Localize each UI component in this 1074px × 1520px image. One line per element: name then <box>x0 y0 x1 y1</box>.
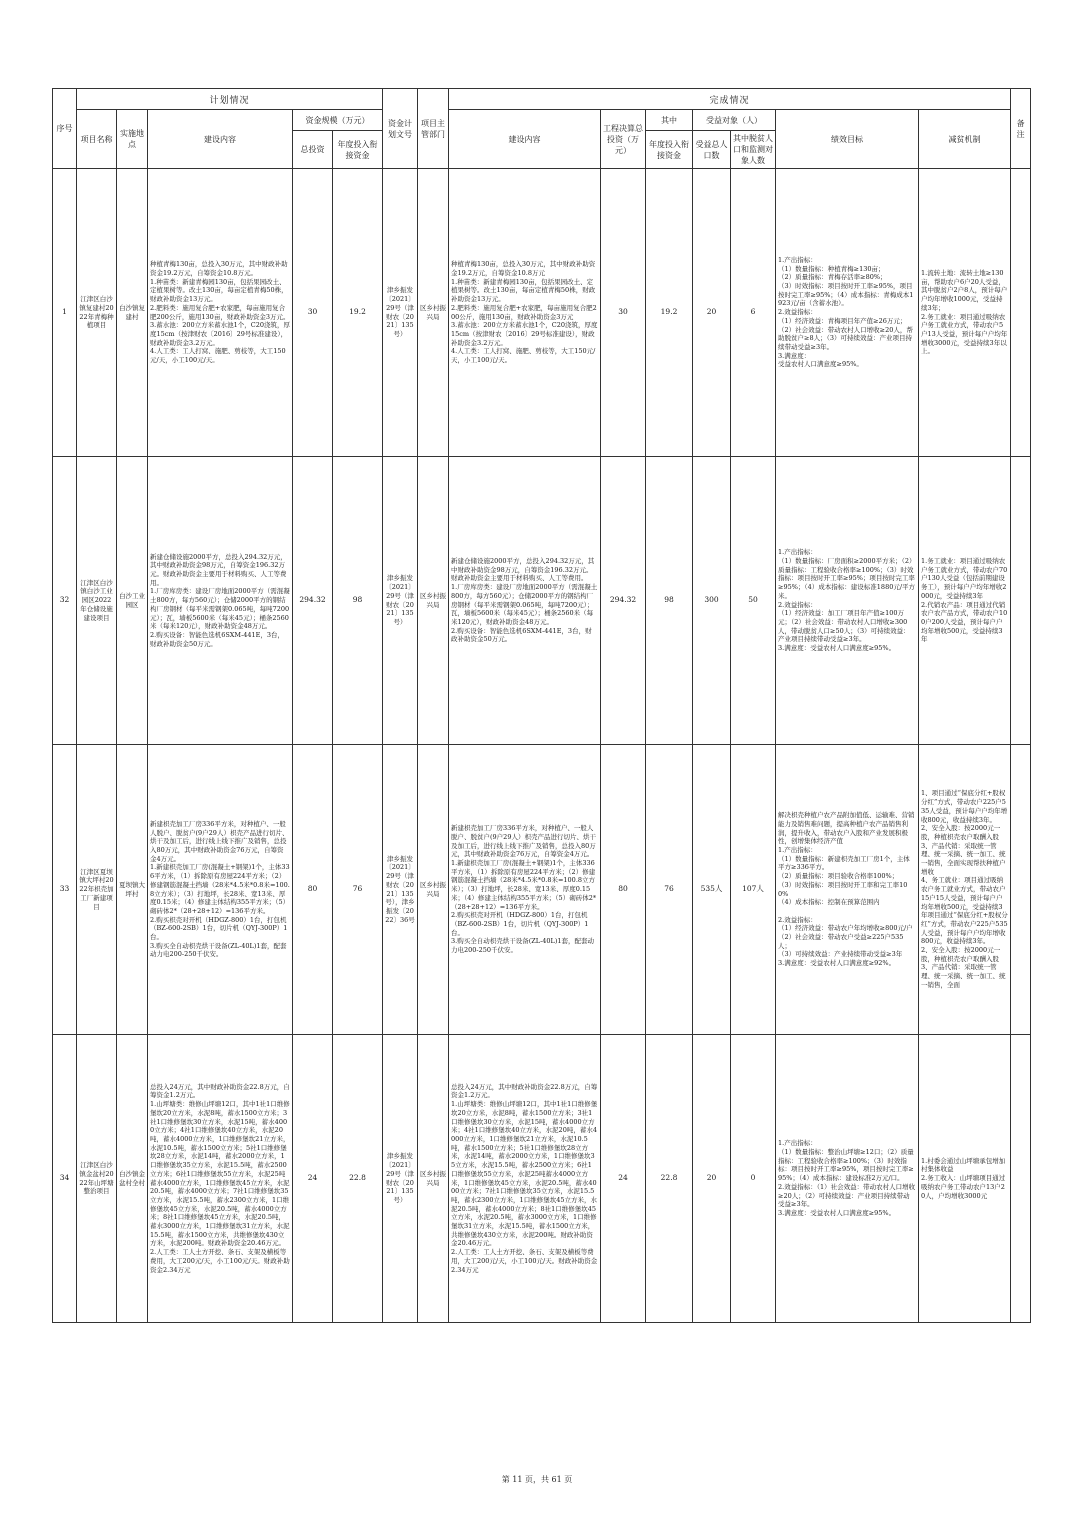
page-footer: 第 11 页，共 61 页 <box>501 1475 573 1484</box>
plan-content-cell: 种植青梅130亩，总投入30万元，其中财政补助资金19.2万元，自筹资金10.8万元。 1.种苗类：新建青梅园130亩，包括果园改土、定植果树等。改土130亩，每亩定植青梅50株，财政补助资金13万元。 2.肥料类：施用复合肥+农家肥，每亩施用复合肥200公斤，施用130亩，财政补助资金3万元。 3.蓄水池：200立方米蓄水池1个，C20浇筑，厚度15cm（按津财农〔2016〕29号标准建设），财政补助资金3.2万元。 4.人工类：工人打窝、施肥、剪枝等，大工150元/天，小工100元/天。 <box>148 169 293 457</box>
header-mechanism: 减贫机制 <box>919 110 1011 169</box>
final-cost-cell: 30 <box>601 169 646 457</box>
location-cell: 白沙镇复建村 <box>117 169 148 457</box>
beneficiary-poor-cell: 6 <box>731 169 776 457</box>
header-plan-group: 计划情况 <box>77 89 383 110</box>
table-row <box>53 169 1031 457</box>
annual-funds-cell: 22.8 <box>333 1035 383 1323</box>
plan-doc-cell: 津乡振发〔2021〕29号（津财农〔2021〕135号） <box>383 169 418 457</box>
beneficiary-poor-cell: 107人 <box>731 745 776 1035</box>
project-name-cell: 江津区夏坝镇大坪村2022年枳壳加工厂新建项目 <box>77 745 117 1035</box>
plan-content-cell: 总投入24万元，其中财政补助资金22.8万元，自筹资金1.2万元。 1.山坪塘类：维修山坪塘12口，其中1社1口维修堡坎20立方米，水泥8吨，蓄水1500立方米；3社1口维修堡坎30立方米，水泥15吨，蓄水4000立方米；4社1口维修堡坎40立方米，水泥20吨，蓄水4000立方米，1口维修堡坎21立方米，水泥10.5吨，蓄水1500立方米；5社1口维修堡坎28立方米，水泥14吨，蓄水2000立方米，1口维修堡坎35立方米，水泥15.5吨，蓄水2500立方米；6社1口维修堡坎55立方米，水泥25吨蓄水4000立方米，1口维修堡坎45立方米，水泥20.5吨，蓄水4000立方米；7社1口维修堡坎35立方米，水泥15.5吨，蓄水2300立方米，1口维修堡坎45立方米，水泥20.5吨，蓄水4000立方米；8社1口维修堡坎45立方米，水泥20.5吨，蓄水3000立方米，1口维修堡坎31立方米，水泥15.5吨，蓄水1500立方米，共维修堡坎430立方米，水泥200吨。财政补助资金20.46万元。 2.人工类：工人土方开挖、条石、支架及横板等费用，大工200元/天，小工100元/天。财政补助资金2.34万元 <box>148 1035 293 1323</box>
header-total: 总投资 <box>293 131 333 169</box>
table-body <box>53 169 1031 1323</box>
seq-cell: 33 <box>53 745 77 1035</box>
total-investment-cell: 24 <box>293 1035 333 1323</box>
goals-cell: 1.产出指标： （1）数量指标：整治山坪塘≥12口；（2）质量指标：工程验收合格率≥100%；（3）时效指标：项目按时开工率≥95%，项目按时完工率≥95%；（4）成本指标：建设标准2万元/口。 2.效益指标：（1）社会效益：带动农村人口增收≥20人；（2）可持续效益：产业项目持续带动受益≥3年。 3.满意度：受益农村人口满意度≥95%。 <box>776 1035 919 1323</box>
project-name-cell: 江津区白沙镇复建村2022年青梅种植项目 <box>77 169 117 457</box>
dept-cell: 区乡村振兴局 <box>418 169 449 457</box>
plan-content-cell: 新建仓储设施2000平方，总投入294.32万元，其中财政补助资金98万元，自筹资金196.32万元。财政补助资金主要用于材料购买、人工等费用。 1.厂房库房类：建设厂房地面2000平方（需混凝土800方，每方560元）；仓储2000平方的钢结构厂房钢材（每平米需钢架0.065吨，每吨7200元）；瓦，墙板5600米（每米45元）；桶条2560米（每米120元），财政补助资金48万元。 2.购买设备：智能色选机6SXM-441E，3台，财政补助资金50万元。 <box>148 457 293 745</box>
project-name-cell: 江津区白沙镇白沙工业园区2022年仓储设施建设项目 <box>77 457 117 745</box>
table-row <box>53 1035 1031 1323</box>
header-remark: 备注 <box>1011 89 1031 169</box>
header-annual: 年度投入衔接资金 <box>333 131 383 169</box>
header-benef-total: 受益总人口数 <box>693 131 731 169</box>
header-plan-content: 建设内容 <box>148 110 293 169</box>
project-table <box>52 88 1031 1323</box>
done-content-cell: 总投入24万元，其中财政补助资金22.8万元，自筹资金1.2万元。 1.山坪塘类：维修山坪塘12口，其中1社1口维修堡坎20立方米，水泥8吨，蓄水1500立方米；3社1口维修堡坎30立方米，水泥15吨，蓄水4000立方米；4社1口维修堡坎40立方米，水泥20吨，蓄水4000立方米，1口维修堡坎21立方米，水泥10.5吨，蓄水1500立方米；5社1口维修堡坎28立方米，水泥14吨，蓄水2000立方米，1口维修堡坎35立方米，水泥15.5吨，蓄水2500立方米；6社1口维修堡坎55立方米，水泥25吨蓄水4000立方米，1口维修堡坎45立方米，水泥20.5吨，蓄水4000立方米；7社1口维修堡坎35立方米，水泥15.5吨，蓄水2300立方米，1口维修堡坎45立方米，水泥20.5吨，蓄水4000立方米；8社1口维修堡坎45立方米，水泥20.5吨，蓄水3000立方米，1口维修堡坎31立方米，水泥15.5吨，蓄水1500立方米，共维修堡坎430立方米，水泥200吨。财政补助资金20.46万元。 2.人工类：工人土方开挖、条石、支架及横板等费用，大工200元/天，小工100元/天。财政补助资金2.34万元 <box>449 1035 601 1323</box>
plan-doc-cell: 津乡振发〔2021〕29号（津财农〔2021〕135号），津乡振发〔2022〕36号 <box>383 745 418 1035</box>
beneficiary-total-cell: 20 <box>693 1035 731 1323</box>
mechanism-cell: 1.村委会通过山坪塘承包增加村集体收益 2.务工收入：山坪塘项目通过吸纳农户务工带动农户13户20人，户均增收3000元 <box>919 1035 1011 1323</box>
beneficiary-total-cell: 535人 <box>693 745 731 1035</box>
beneficiary-poor-cell: 50 <box>731 457 776 745</box>
header-name: 项目名称 <box>77 110 117 169</box>
plan-doc-cell: 津乡振发〔2021〕29号（津财农〔2021〕135号） <box>383 1035 418 1323</box>
final-cost-cell: 80 <box>601 745 646 1035</box>
remark-cell <box>1011 1035 1031 1323</box>
project-name-cell: 江津区白沙镇金盆村2022年山坪塘整治项目 <box>77 1035 117 1323</box>
done-content-cell: 种植青梅130亩，总投入30万元，其中财政补助资金19.2万元，自筹资金10.8万元 1.种苗类：新建青梅园130亩，包括果园改土、定植果树等。改土130亩，每亩定植青梅50株，财政补助资金13万元。 2.肥料类：施用复合肥+农家肥，每亩施用复合肥200公斤，施用130亩，财政补助资金3万元 3.蓄水池：200立方米蓄水池1个，C20浇筑，厚度15cm（按津财农〔2016〕29号标准建设），财政补助资金3.2万元。 4.人工类：工人打窝、施肥、剪枝等，大工150元/天，小工100元/天。 <box>449 169 601 457</box>
header-plan-doc: 资金计划文号 <box>383 89 418 169</box>
done-content-cell: 新建仓储设施2000平方，总投入294.32万元，其中财政补助资金98万元，自筹资金196.32万元。财政补助资金主要用于材料购买、人工等费用。 1.厂房库房类：建设厂房地面2000平方（需混凝土800方，每方560元）；仓储2000平方的钢结构厂房钢材（每平米需钢架0.065吨，每吨7200元）；瓦，墙板5600米（每米45元）；桶条2560米（每米120元），财政补助资金48万元。 2.购买设备：智能色选机6SXM-441E，3台，财政补助资金50万元。 <box>449 457 601 745</box>
beneficiary-total-cell: 20 <box>693 169 731 457</box>
annual-done-cell: 19.2 <box>646 169 693 457</box>
annual-done-cell: 22.8 <box>646 1035 693 1323</box>
annual-funds-cell: 76 <box>333 745 383 1035</box>
goals-cell: 1.产出指标： （1）数量指标：厂房面积≥2000平方米；（2）质量指标：工程验收合格率≥100%；（3）时效指标：项目按时开工率≥95%；项目按时完工率≥95%；（4）成本指标：建设标准1880元/平方米。 2.效益指标： （1）经济效益：加工厂项目年产值≥100万元；（2）社会效益：带动农村人口增收≥300人，带动脱贫人口≥50人；（3）可持续效益：产业项目持续带动受益≥3年。 3.满意度：受益农村人口满意度≥95%。 <box>776 457 919 745</box>
total-investment-cell: 80 <box>293 745 333 1035</box>
header-of-which: 其中 <box>646 110 693 131</box>
plan-content-cell: 新建枳壳加工厂房336平方米，对种植户、一般人脱户、脱贫户(9户29人）枳壳产品进行切片、烘干及加工后，进行线上线下推广及销售，总投入80万元，其中财政补助资金76万元，自筹资金4万元。 1.新建枳壳加工厂房(混凝土+钢架)1个，主体336平方米，（1）拆除原有房屋224平方米；（2）修建钢筋混凝土挡墙（28米*4.5米*0.8米=100.8立方米）；（3）打地坪，长28米、宽13米、厚度0.15米；（4）修建主体结构355平方米；（5）砌砖体2*（28+28+12）=136平方米。 2.购买枳壳对开机（HDGZ-800）1台，打包机（BZ-600-2SB）1台，切片机（QYJ-300P）1台。 3.购买全自动枳壳烘干设备(ZL-40L)1套，配套动力电200-250千伏安。 <box>148 745 293 1035</box>
remark-cell <box>1011 169 1031 457</box>
header-annual-done: 年度投入衔接资金 <box>646 131 693 169</box>
mechanism-cell: 1.流转土地：流转土地≥130亩，帮助农户6户20人受益，其中脱贫户2户8人，预计每户户均年增收1000元，受益持续3年； 2.务工就业：项目通过吸纳农户务工就业方式，带动农户5户13人受益，预计每户户均年增收3000元，受益持续3年以上。 <box>919 169 1011 457</box>
beneficiary-poor-cell: 0 <box>731 1035 776 1323</box>
annual-done-cell: 76 <box>646 745 693 1035</box>
header-final-cost: 工程决算总投资（万元） <box>601 110 646 169</box>
annual-funds-cell: 98 <box>333 457 383 745</box>
dept-cell: 区乡村振兴局 <box>418 1035 449 1323</box>
mechanism-cell: 1、项目通过“保底分红+股权分红”方式，带动农户225户535人受益，预计每户户均年增收800元，收益持续3年。 2、安全入股：按2000元一股，种植枳壳农户取酬入股 3、产品代销：采取统一管理、统一采摘、统一加工、统一销售，全面实现帮扶种植户增收 4、务工就业：项目通过吸纳农户务工就业方式，带动农户15户15人受益，预计每户户均年增收500元，受益持续3年项目通过“保底分红+股权分红”方式，带动农户225户535人受益，预计每户户均年增收800元，收益持续3年。 2、安全入股：按2000元一股，种植枳壳农户取酬入股 3、产品代销：采取统一管理、统一采摘、统一加工、统一销售，全面 <box>919 745 1011 1035</box>
location-cell: 夏坝镇大坪村 <box>117 745 148 1035</box>
dept-cell: 区乡村振兴局 <box>418 745 449 1035</box>
header-beneficiary-group: 受益对象（人） <box>693 110 776 131</box>
mechanism-cell: 1.务工就业：项目通过吸纳农户务工就业方式，带动农户70户130人受益（包括前期建设务工），预计每户户均年增收2000元，受益持续3年 2.代销农产品：项目通过代销农户农产品方式，带动农户100户200人受益，预计每户户均年增收500元，受益持续3年 <box>919 457 1011 745</box>
plan-doc-cell: 津乡振发〔2021〕29号（津财农〔2021〕135号） <box>383 457 418 745</box>
header-goals: 绩效目标 <box>776 110 919 169</box>
remark-cell <box>1011 457 1031 745</box>
header-benef-poor: 其中脱贫人口和监测对象人数 <box>731 131 776 169</box>
header-seq: 序号 <box>53 89 77 169</box>
location-cell: 白沙工业园区 <box>117 457 148 745</box>
seq-cell: 32 <box>53 457 77 745</box>
total-investment-cell: 294.32 <box>293 457 333 745</box>
annual-funds-cell: 19.2 <box>333 169 383 457</box>
table-row <box>53 457 1031 745</box>
header-dept: 项目主管部门 <box>418 89 449 169</box>
done-content-cell: 新建枳壳加工厂房336平方米，对种植户、一般人脱户、脱贫户(9户29人）枳壳产品进行切片、烘干及加工后，进行线上线下推广及销售，总投入80万元，其中财政补助资金76万元，自筹资金4万元。 1.新建枳壳加工厂房(混凝土+钢架)1个，主体336平方米，（1）拆除原有房屋224平方米；（2）修建钢筋混凝土挡墙（28米*4.5米*0.8米=100.8立方米）；（3）打地坪，长28米、宽13米、厚度0.15米；（4）修建主体结构355平方米；（5）砌砖体2*（28+28+12）=136平方米。 2.购买枳壳对开机（HDGZ-800）1台，打包机（BZ-600-2SB）1台，切片机（QYJ-300P）1台。 3.购买全自动枳壳烘干设备(ZL-40L)1套，配套动力电200-250千伏安。 <box>449 745 601 1035</box>
header-done-group: 完成情况 <box>449 89 1011 110</box>
seq-cell: 34 <box>53 1035 77 1323</box>
table-row <box>53 745 1031 1035</box>
annual-done-cell: 98 <box>646 457 693 745</box>
beneficiary-total-cell: 300 <box>693 457 731 745</box>
final-cost-cell: 24 <box>601 1035 646 1323</box>
header-funds-group: 资金规模（万元） <box>293 110 383 131</box>
header-done-content: 建设内容 <box>449 110 601 169</box>
seq-cell: 1 <box>53 169 77 457</box>
goals-cell: 解决枳壳种植户农产品附加值低、运输难、营销能力及销售难问题，提高种植户农产品销售利润，提升收入，带动农户入股和产业发展积极性，创增集体经济产值 1.产出指标： （1）数量指标：新建枳壳加工厂房1个，主体平方≥336平方。 （2）质量指标：项目验收合格率100%； （3）时效指标：项目按时开工率和完工率100% （4）成本指标：控制在预算范围内 2.效益指标： （1）经济效益：带动农户年均增收≥800元/户 （2）社会效益：带动农户受益≥225户535人； （3）可持续效益：产业持续带动受益≥3年 3.满意度：受益农村人口满意度≥92%。 <box>776 745 919 1035</box>
dept-cell: 区乡村振兴局 <box>418 457 449 745</box>
header-location: 实施地点 <box>117 110 148 169</box>
total-investment-cell: 30 <box>293 169 333 457</box>
remark-cell <box>1011 745 1031 1035</box>
location-cell: 白沙镇金盆村全村 <box>117 1035 148 1323</box>
final-cost-cell: 294.32 <box>601 457 646 745</box>
goals-cell: 1.产出指标： （1）数量指标：种植青梅≥130亩； （2）质量指标：青梅存活率≥80%； （3）时效指标：项目按时开工率≥95%，项目按时完工率≥95%；（4）成本指标：青梅成本1923元/亩（含蓄水池）。 2.效益指标： （1）经济效益：青梅项目年产值≥26万元；（2）社会效益：带动农村人口增收≥20人，帮助脱贫户≥8人；（3）可持续效益：产业项目持续带动受益≥3年。 3.满意度： 受益农村人口满意度≥95%。 <box>776 169 919 457</box>
